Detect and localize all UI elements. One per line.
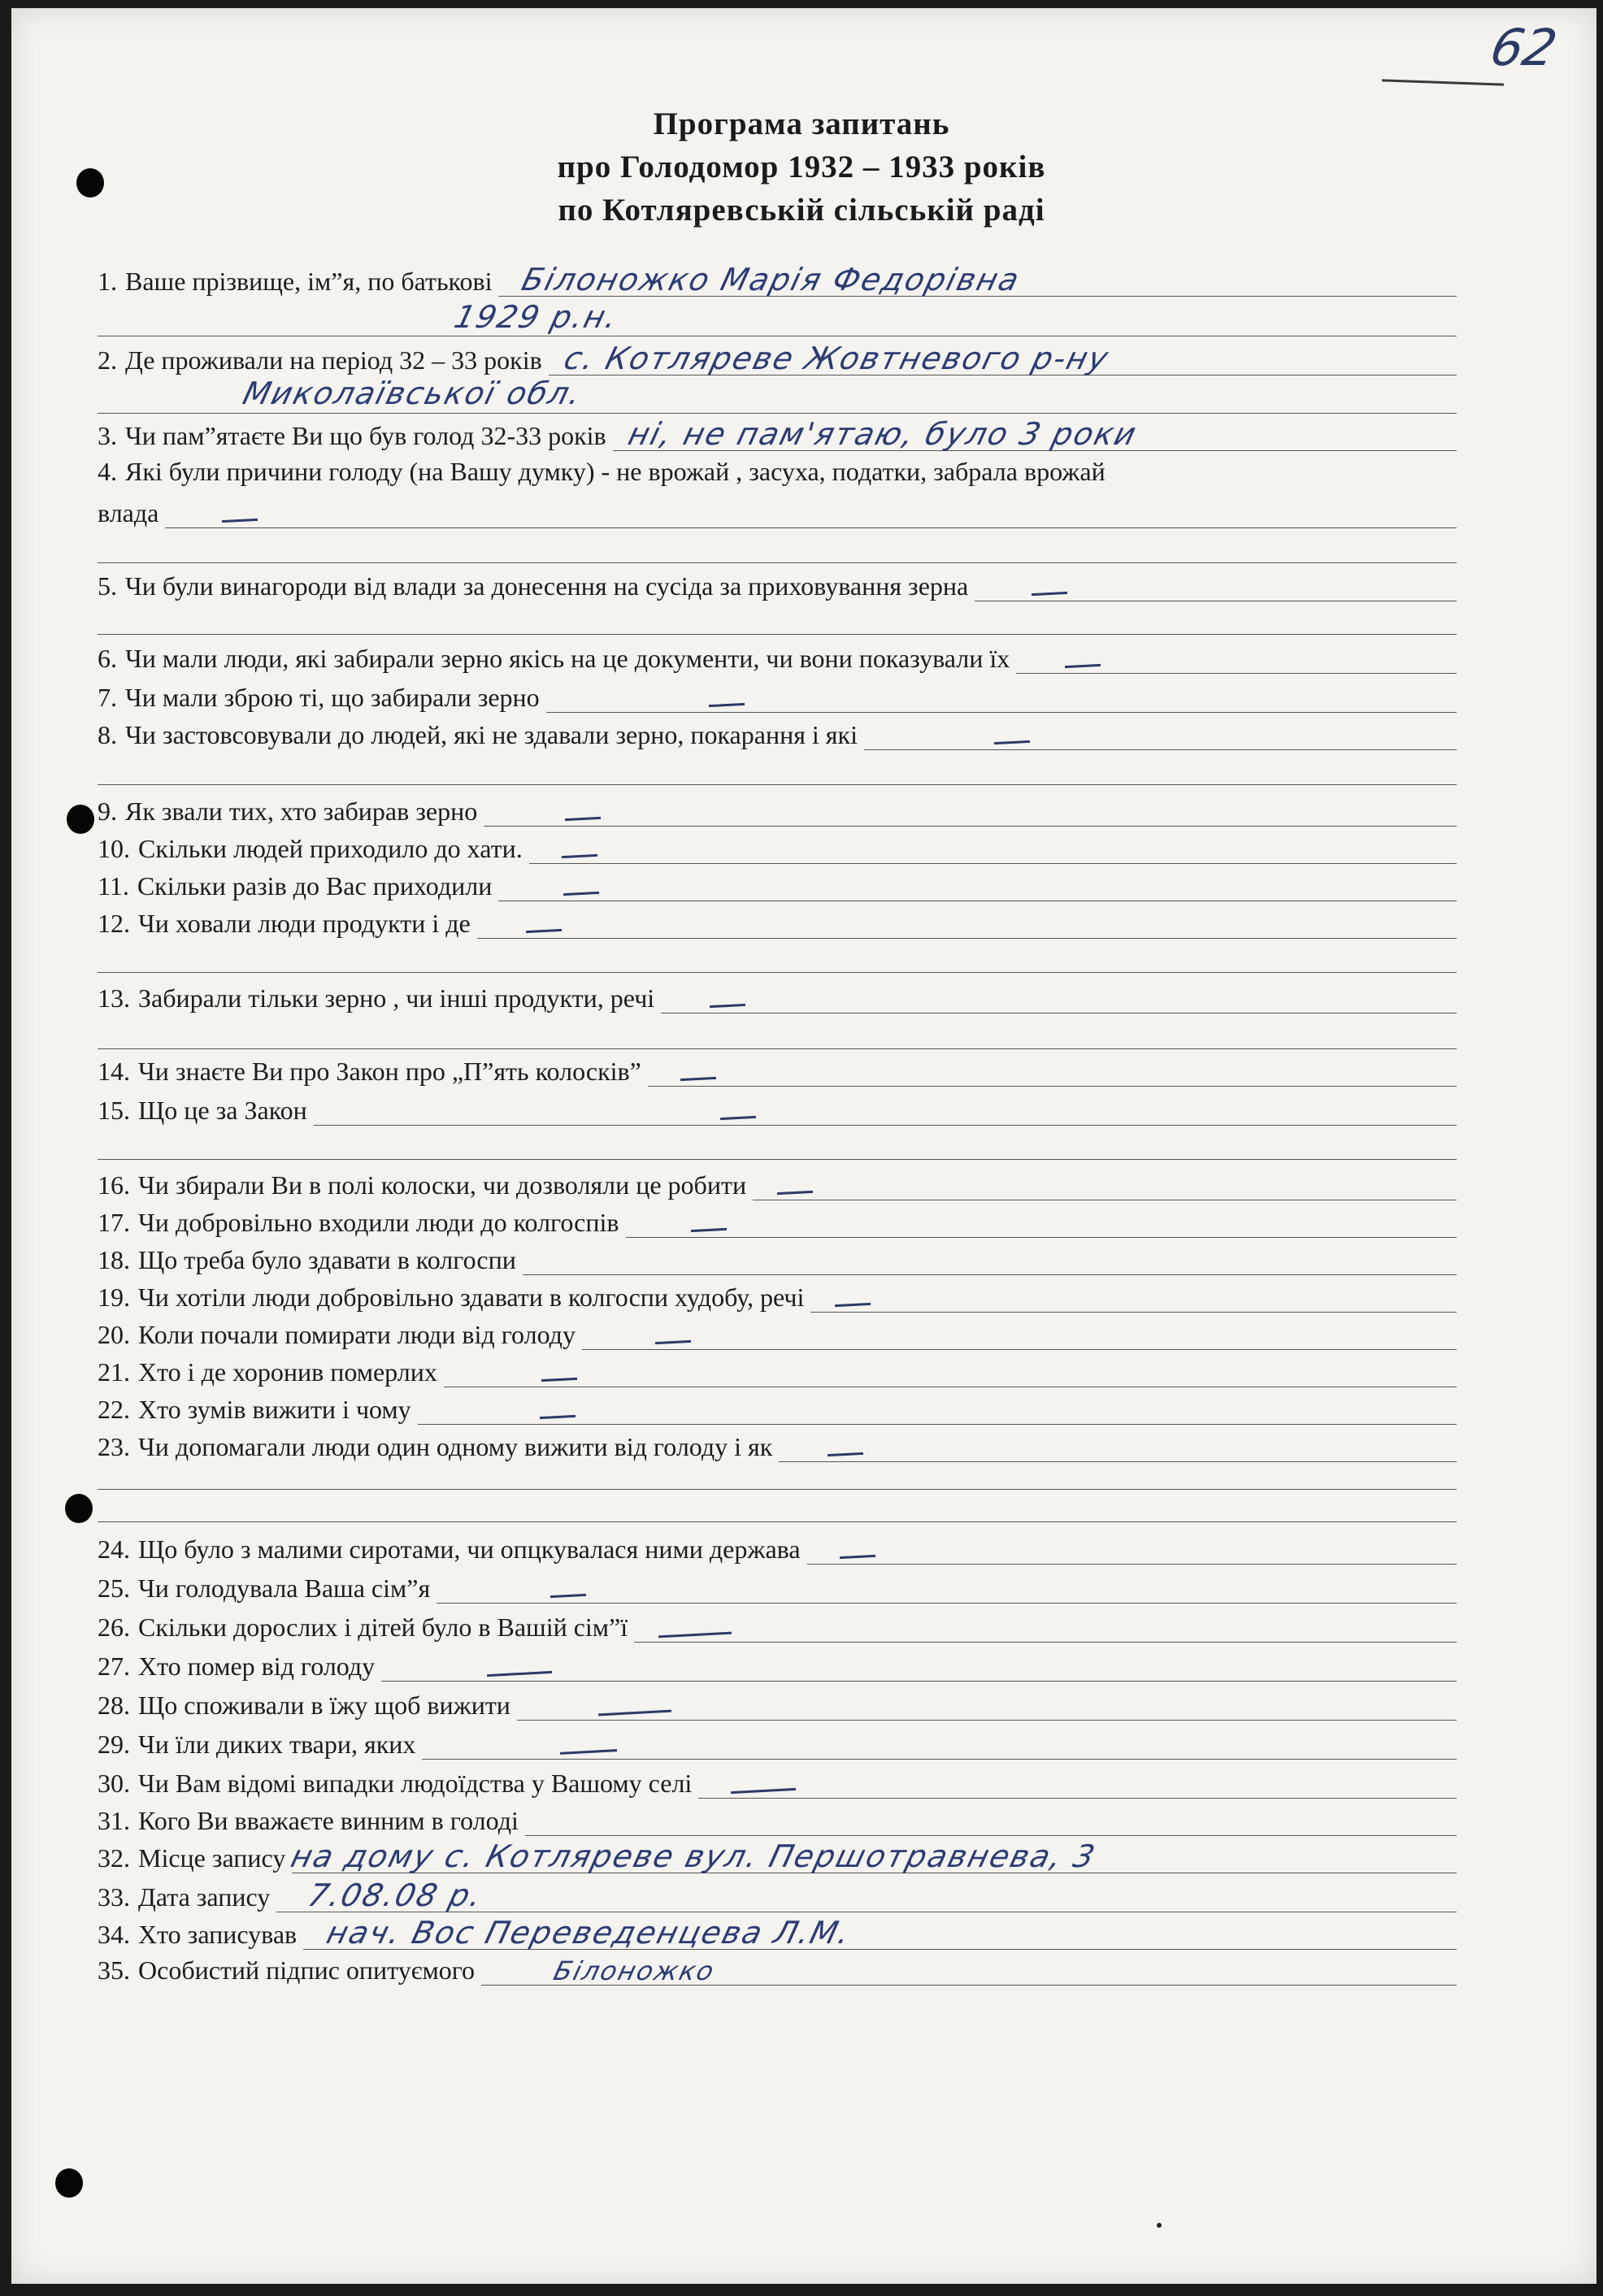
answer-field[interactable] — [444, 1364, 1457, 1387]
punch-hole-upper-middle — [67, 805, 94, 834]
answer-field[interactable] — [975, 578, 1457, 601]
question-18 — [98, 1245, 1457, 1275]
question-7 — [98, 683, 1457, 713]
answer-field[interactable] — [753, 1177, 1457, 1200]
answer-line-13b[interactable] — [98, 1048, 1457, 1049]
dash-mark — [1032, 591, 1067, 595]
question-text: Хто записував — [138, 1920, 298, 1949]
question-text: Чи добровільно входили люди до колгоспів — [138, 1208, 619, 1237]
question-17 — [98, 1208, 1457, 1238]
answer-line-23b[interactable] — [98, 1489, 1457, 1490]
question-27 — [98, 1651, 1457, 1682]
question-number: 3. — [98, 421, 117, 450]
question-number: 28. — [98, 1691, 130, 1720]
dash-mark — [658, 1631, 732, 1637]
answer-field[interactable] — [582, 1326, 1457, 1350]
answer-field[interactable] — [661, 990, 1457, 1013]
answer-field[interactable] — [525, 1812, 1457, 1836]
dash-mark — [565, 816, 601, 820]
dash-mark — [560, 1749, 617, 1754]
question-number: 23. — [98, 1432, 130, 1461]
question-number: 21. — [98, 1357, 130, 1387]
question-number: 5. — [98, 571, 117, 601]
question-number: 7. — [98, 683, 117, 712]
question-number: 8. — [98, 720, 117, 749]
question-number: 14. — [98, 1057, 130, 1086]
signature-field[interactable] — [481, 1955, 1457, 1986]
question-text: Чи їли диких твари, яких — [138, 1730, 416, 1759]
question-text: Скільки людей приходило до хати. — [138, 834, 523, 863]
question-text: Чи пам”ятаєте Ви що був голод 32-33 років — [125, 421, 606, 450]
question-text: Чи мали зброю ті, що забирали зерно — [125, 683, 540, 712]
question-text: Хто помер від голоду — [138, 1651, 376, 1681]
question-21 — [98, 1357, 1457, 1387]
answer-field[interactable] — [165, 505, 1457, 528]
handwritten-answer: с. Котлярeве Жовтневого р-ну — [560, 341, 1114, 376]
punch-hole-bottom — [55, 2168, 83, 2198]
answer-field[interactable] — [517, 1697, 1457, 1721]
dash-mark — [526, 928, 562, 932]
answer-field[interactable] — [1016, 650, 1457, 674]
question-number: 33. — [98, 1882, 130, 1912]
dash-mark — [835, 1302, 871, 1306]
question-number: 4. — [98, 457, 117, 486]
question-text: Забирали тільки зерно , чи інші продукти, речі — [138, 983, 655, 1013]
question-number: 34. — [98, 1920, 130, 1949]
answer-field[interactable] — [529, 840, 1457, 864]
question-15 — [98, 1096, 1457, 1126]
paper-speck — [1157, 2223, 1162, 2228]
handwritten-answer: нач. Вос Переведенцева Л.М. — [323, 1915, 855, 1951]
question-text: Скільки дорослих і дітей було в Вашій сім”ї — [138, 1612, 628, 1642]
question-number: 13. — [98, 983, 130, 1013]
question-9 — [98, 796, 1457, 827]
question-30 — [98, 1769, 1457, 1799]
answer-field[interactable] — [303, 1915, 1457, 1951]
question-number: 2. — [98, 345, 117, 375]
question-text: Що це за Закон — [138, 1096, 307, 1125]
answer-field[interactable] — [484, 803, 1457, 827]
answer-line-4b[interactable] — [98, 562, 1457, 563]
answer-field[interactable] — [276, 1877, 1457, 1913]
question-29 — [98, 1730, 1457, 1760]
question-text: Особистий підпис опитуємого — [138, 1955, 476, 1985]
question-text: Чи ховали люди продукти і де — [138, 909, 471, 938]
answer-line-15b[interactable] — [98, 1159, 1457, 1160]
answer-field[interactable] — [381, 1658, 1457, 1682]
question-text: Що було з малими сиротами, чи опцкувалася ними держава — [138, 1534, 801, 1564]
question-number: 6. — [98, 644, 117, 673]
question-text: Які були причини голоду (на Вашу думку) - не врожай , засуха, податки, забрала врожай — [125, 457, 1106, 486]
question-19 — [98, 1283, 1457, 1313]
dash-mark — [222, 518, 258, 522]
question-number: 12. — [98, 909, 130, 938]
question-text: Чи голодувала Ваша сім”я — [138, 1573, 431, 1603]
answer-field[interactable] — [422, 1736, 1457, 1760]
question-text: Чи застовсовували до людей, які не здавали зерно, покарання і які — [125, 720, 858, 749]
question-text: Як звали тих, хто забирав зерно — [125, 796, 478, 826]
question-text: Скільки разів до Вас приходили — [137, 871, 493, 901]
question-text: Хто і де хоронив померлих — [138, 1357, 437, 1387]
answer-line-23c[interactable] — [98, 1521, 1457, 1522]
question-23 — [98, 1432, 1457, 1462]
dash-mark — [655, 1339, 691, 1343]
question-3 — [98, 416, 1457, 452]
question-number: 11. — [98, 871, 129, 901]
answer-field[interactable] — [613, 416, 1457, 452]
page-number: 62 — [1485, 18, 1562, 77]
question-number: 22. — [98, 1395, 130, 1424]
dash-mark — [1065, 663, 1101, 667]
dash-mark — [563, 891, 599, 895]
question-number: 30. — [98, 1769, 130, 1798]
dash-mark — [550, 1593, 586, 1597]
dash-mark — [710, 1003, 745, 1007]
question-number: 31. — [98, 1806, 130, 1835]
dash-mark — [777, 1190, 813, 1194]
dash-mark — [598, 1709, 671, 1715]
answer-field[interactable] — [634, 1619, 1457, 1643]
dash-mark — [690, 1227, 726, 1231]
question-20 — [98, 1320, 1457, 1350]
question-number: 27. — [98, 1651, 130, 1681]
answer-field[interactable] — [648, 1063, 1457, 1087]
dash-mark — [720, 1115, 756, 1119]
question-number: 16. — [98, 1170, 130, 1200]
handwritten-answer: 1929 р.н. — [450, 299, 623, 335]
handwritten-answer: 7.08.08 р. — [304, 1877, 488, 1913]
dash-mark — [709, 702, 745, 706]
question-text: Ваше прізвище, ім”я, по батькові — [125, 267, 493, 296]
question-4-continuation — [98, 498, 1457, 528]
question-text: Місце запису — [138, 1843, 286, 1873]
question-text: Коли почали помирати люди від голоду — [138, 1320, 576, 1349]
question-25 — [98, 1573, 1457, 1604]
title-line-2: про Голодомор 1932 – 1933 років — [557, 150, 1046, 184]
dash-mark — [562, 853, 597, 857]
question-text: Чи були винагороди від влади за донесення на сусіда за приховування зерна — [125, 571, 969, 601]
question-4 — [98, 457, 1457, 487]
question-text: Кого Ви вважаєте винним в голоді — [138, 1806, 519, 1835]
answer-line-12b[interactable] — [98, 972, 1457, 973]
answer-field[interactable] — [626, 1214, 1457, 1238]
question-number: 25. — [98, 1573, 130, 1603]
question-6 — [98, 644, 1457, 674]
question-text: Дата запису — [138, 1882, 271, 1912]
question-text: влада — [98, 498, 159, 527]
question-text: Чи допомагали люди один одному вижити від голоду і як — [138, 1432, 773, 1461]
question-2 — [98, 341, 1457, 376]
question-text: Чи Вам відомі випадки людоїдства у Вашому селі — [138, 1769, 693, 1798]
question-28 — [98, 1691, 1457, 1721]
question-number: 26. — [98, 1612, 130, 1642]
handwritten-answer: Миколаївської обл. — [239, 375, 586, 411]
dash-mark — [487, 1670, 552, 1676]
handwritten-answer: Білоножко Марія Федорівна — [518, 262, 1025, 297]
dash-mark — [731, 1787, 796, 1793]
dash-mark — [839, 1554, 875, 1558]
dash-mark — [828, 1452, 863, 1456]
title-line-1: Програма запитань — [653, 106, 950, 141]
question-22 — [98, 1395, 1457, 1425]
answer-field[interactable] — [498, 878, 1457, 901]
handwritten-answer: на дому с. Котлярeве вул. Першотравнева, 3 — [287, 1838, 1101, 1874]
question-35 — [98, 1955, 1457, 1986]
question-text: Чи знаєте Ви про Закон про „П”ять колосків” — [138, 1057, 641, 1086]
answer-line-2b[interactable] — [98, 413, 1457, 414]
question-text: Що треба було здавати в колгоспи — [138, 1245, 516, 1274]
question-text: Що споживали в їжу щоб вижити — [138, 1691, 510, 1720]
dash-mark — [541, 1377, 577, 1381]
question-10 — [98, 834, 1457, 864]
question-number: 1. — [98, 267, 117, 296]
answer-field[interactable] — [418, 1401, 1457, 1425]
question-text: Хто зумів вижити і чому — [138, 1395, 411, 1424]
question-33 — [98, 1877, 1457, 1913]
question-number: 9. — [98, 796, 117, 826]
question-11 — [98, 871, 1457, 901]
question-text: Чи збирали Ви в полі колоски, чи дозволяли це робити — [138, 1170, 747, 1200]
answer-field[interactable] — [314, 1102, 1457, 1126]
question-26 — [98, 1612, 1457, 1643]
question-5 — [98, 571, 1457, 601]
answer-line-8b[interactable] — [98, 784, 1457, 785]
question-number: 18. — [98, 1245, 130, 1274]
question-text: Де проживали на період 32 – 33 років — [125, 345, 542, 375]
dash-mark — [680, 1076, 716, 1080]
answer-field[interactable] — [698, 1775, 1457, 1799]
handwritten-answer: ні, не пам'ятаю, було 3 роки — [624, 416, 1141, 452]
question-13 — [98, 983, 1457, 1013]
answer-field[interactable] — [437, 1580, 1457, 1604]
question-34 — [98, 1915, 1457, 1951]
punch-hole-lower-middle — [65, 1494, 93, 1523]
question-number: 24. — [98, 1534, 130, 1564]
dash-mark — [540, 1414, 576, 1418]
question-16 — [98, 1170, 1457, 1200]
question-31 — [98, 1806, 1457, 1836]
question-number: 19. — [98, 1283, 130, 1312]
question-number: 10. — [98, 834, 130, 863]
answer-field[interactable] — [546, 689, 1457, 713]
question-number: 17. — [98, 1208, 130, 1237]
question-24 — [98, 1534, 1457, 1565]
question-text: Чи хотіли люди добровільно здавати в колгоспи худобу, речі — [138, 1283, 805, 1312]
answer-field[interactable] — [807, 1541, 1457, 1565]
answer-field[interactable] — [477, 915, 1457, 939]
dash-mark — [994, 740, 1030, 744]
answer-field[interactable] — [523, 1252, 1457, 1275]
question-14 — [98, 1057, 1457, 1087]
question-12 — [98, 909, 1457, 939]
title-line-3: по Котляревській сільській раді — [558, 193, 1045, 228]
answer-field[interactable] — [864, 727, 1457, 750]
question-number: 32. — [98, 1843, 130, 1873]
answer-field[interactable] — [779, 1439, 1457, 1462]
question-8 — [98, 720, 1457, 750]
question-number: 35. — [98, 1955, 130, 1985]
question-32 — [98, 1838, 1457, 1874]
handwritten-signature: Білоножко — [550, 1955, 719, 1986]
answer-field[interactable] — [549, 341, 1457, 376]
answer-field[interactable] — [810, 1289, 1457, 1313]
answer-line-5b[interactable] — [98, 634, 1457, 635]
answer-field[interactable] — [498, 262, 1457, 297]
answer-field[interactable] — [287, 1838, 1457, 1874]
question-1 — [98, 262, 1457, 297]
question-number: 29. — [98, 1730, 130, 1759]
question-text: Чи мали люди, які забирали зерно якісь на це документи, чи вони показували їх — [125, 644, 1010, 673]
question-number: 20. — [98, 1320, 130, 1349]
question-number: 15. — [98, 1096, 130, 1125]
